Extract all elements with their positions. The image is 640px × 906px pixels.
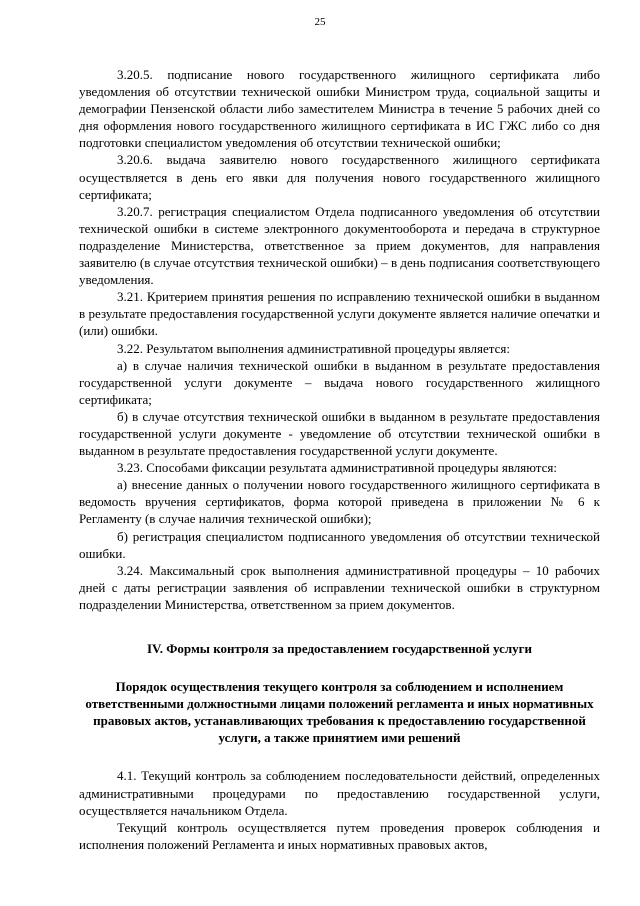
page-number: 25: [314, 16, 326, 28]
paragraph-3-22: 3.22. Результатом выполнения административной процедуры является:: [117, 340, 510, 356]
paragraph-3-20-6: 3.20.6. выдача заявителю нового государственного жилищного сертификата осуществляется в день его явки для получения нового государственного жилищного сертификата;: [79, 152, 600, 202]
paragraph-3-20-7: 3.20.7. регистрация специалистом Отдела подписанного уведомления об отсутствии технической ошибки в системе электронного документооборота и передача в структурное подразделение Министерства, ответственное за прием документов, для направления заявителю (в случае отсутствия технической ошибки) – в день подписания соответствующего уведомления.: [79, 203, 600, 288]
paragraph-4-1: 4.1. Текущий контроль за соблюдением последовательности действий, определенных административными процедурами по предоставлению государственной услуги, осуществляется начальником Отдела.: [79, 768, 600, 818]
paragraph-3-20-5: 3.20.5. подписание нового государственного жилищного сертификата либо уведомления об отсутствии технической ошибки Министром труда, социальной защиты и демографии Пензенской области либо заместителем Министра в течение 5 рабочих дней со дня оформления нового государственного жилищного сертификата в ИС ГЖС либо со дня подготовки специалистом уведомления об отсутствии технической ошибки;: [79, 67, 600, 151]
section-title: IV. Формы контроля за предоставлением государственной услуги: [146, 641, 533, 656]
subsection-title: Порядок осуществления текущего контроля за соблюдением и исполнением ответственными должностными лицами положений регламента и иных нормативных правовых актов, устанавливающих требования к предоставлению государственной услуги, а также принятием ими решений: [85, 679, 594, 746]
paragraph-3-23: 3.23. Способами фиксации результата административной процедуры являются:: [117, 460, 557, 476]
paragraph-3-22-a: а) в случае наличия технической ошибки в выданном в результате предоставления государственной услуги документе – выдача нового государственного жилищного сертификата;: [79, 357, 600, 407]
paragraph-3-21: 3.21. Критерием принятия решения по исправлению технической ошибки в выданном в результате предоставления государственной услуги документе является наличие опечатки и (или) ошибки.: [79, 289, 600, 339]
paragraph-3-24: 3.24. Максимальный срок выполнения административной процедуры – 10 рабочих дней с даты регистрации заявления об исправлении технической ошибки в структурном подразделении Министерства, ответственном за прием документов.: [79, 562, 600, 612]
paragraph-current-control: Текущий контроль осуществляется путем проведения проверок соблюдения и исполнения положений Регламента и иных нормативных правовых актов,: [79, 819, 600, 852]
document-body: [79, 66, 600, 853]
paragraph-3-22-b: б) в случае отсутствия технической ошибки в выданном в результате предоставления государственной услуги документе - уведомление об отсутствии технической ошибки в выданном в результате предоставления государственной услуги документе.: [79, 408, 600, 459]
paragraph-3-23-a: а) внесение данных о получении нового государственного жилищного сертификата в ведомость вручения сертификатов, форма которой приведена в приложении № 6 к Регламенту (в случае наличия технической ошибки);: [79, 477, 600, 527]
paragraph-3-23-b: б) регистрация специалистом подписанного уведомления об отсутствии технической ошибки.: [79, 528, 600, 561]
